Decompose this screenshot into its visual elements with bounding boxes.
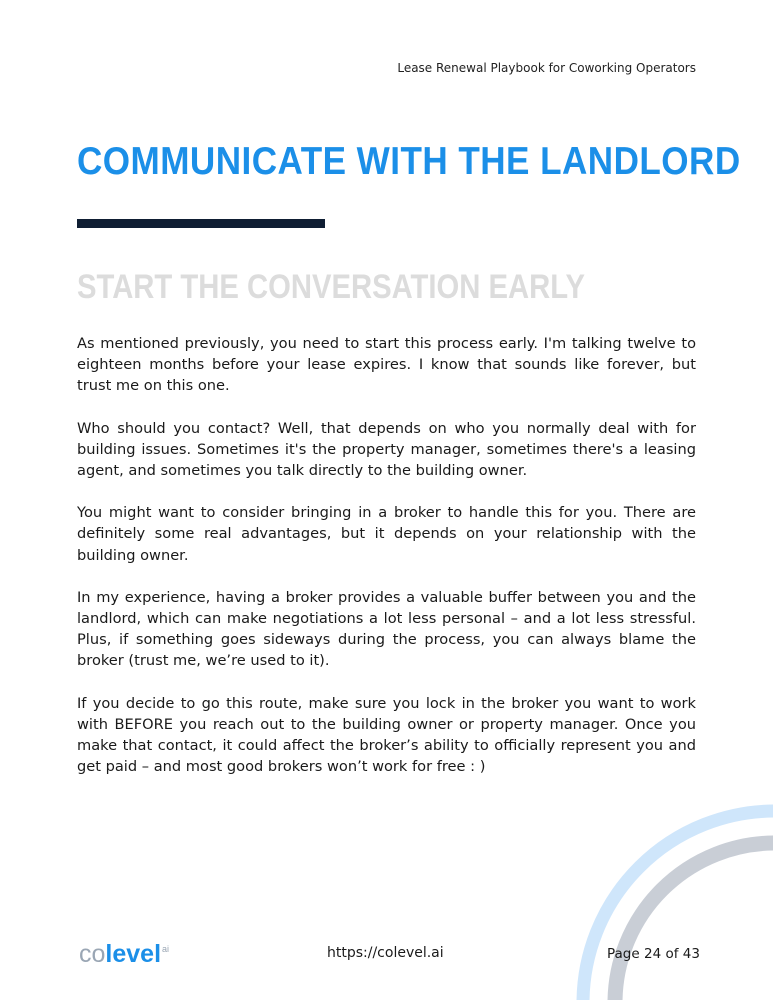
footer-url: https://colevel.ai xyxy=(327,945,444,961)
paragraph: You might want to consider bringing in a broker to handle this for you. There are definitely some real advantages, but it depends on your relationship with the building owner. xyxy=(77,504,696,564)
decorative-arcs xyxy=(573,800,773,1000)
running-header: Lease Renewal Playbook for Coworking Operators xyxy=(397,61,696,75)
logo-text-co: co xyxy=(79,940,106,968)
page-number: Page 24 of 43 xyxy=(607,946,700,962)
logo-text-ai: ai xyxy=(162,944,170,954)
page-title: COMMUNICATE WITH THE LANDLORD xyxy=(77,140,741,183)
colevel-logo xyxy=(79,940,169,969)
logo-text-level: level xyxy=(105,940,162,968)
paragraph: If you decide to go this route, make sure you lock in the broker you want to work with BEFORE you reach out to the building owner or property manager. Once you make that contact, it could affect the broker’s ability to officially represent you and get paid – and most good brokers won’t work for free : ) xyxy=(77,694,696,776)
paragraph: Who should you contact? Well, that depends on who you normally deal with for building issues. Sometimes it's the property manager, sometimes there's a leasing agent, and sometimes you talk directly to the building owner. xyxy=(77,419,696,480)
body-text xyxy=(77,333,696,798)
paragraph: In my experience, having a broker provides a valuable buffer between you and the landlord, which can make negotiations a lot less personal – and a lot less stressful. Plus, if something goes sideways during the process, you can always blame the broker (trust me, we’re used to it). xyxy=(77,588,696,670)
section-subtitle: START THE CONVERSATION EARLY xyxy=(77,268,585,306)
title-underline xyxy=(77,219,325,228)
paragraph: As mentioned previously, you need to start this process early. I'm talking twelve to eighteen months before your lease expires. I know that sounds like forever, but trust me on this one. xyxy=(77,335,696,395)
